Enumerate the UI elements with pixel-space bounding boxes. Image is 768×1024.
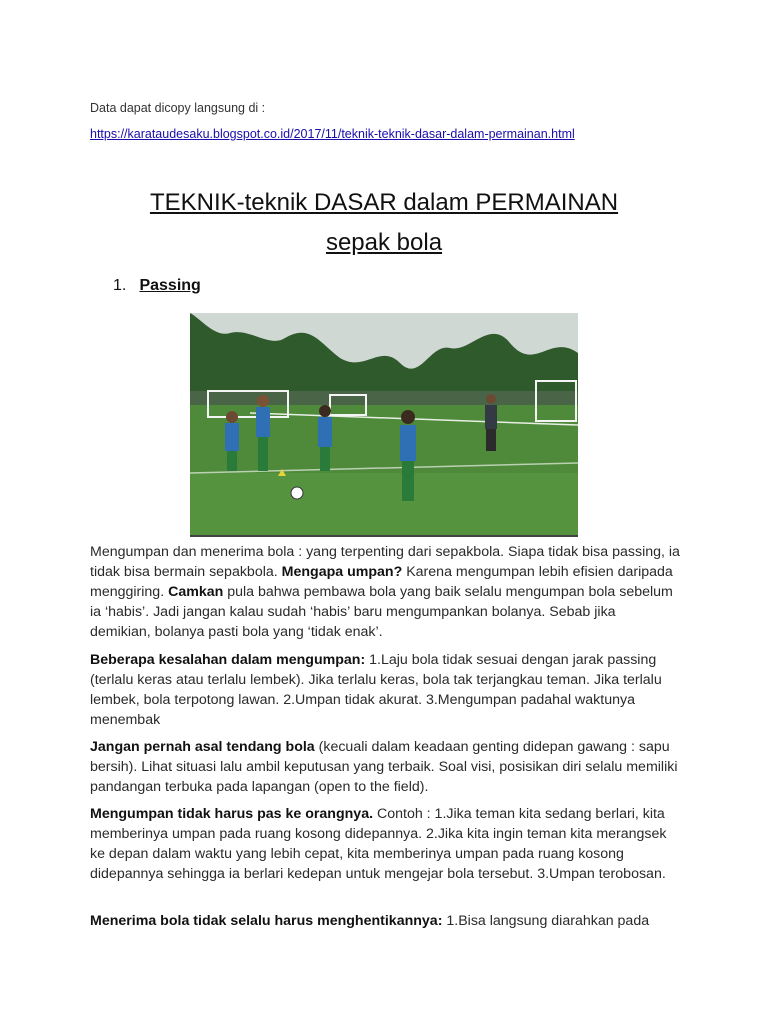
player-1	[225, 411, 239, 471]
para2-text: 1.Laju bola tidak sesuai dengan jarak passing (terlalu keras atau terlalu lembek). Jika terlalu keras, bola tak terjangkau teman. Jika terlalu lembek, bola terpotong lawan. 2.Umpan tidak akurat. 3.Mengumpan padahal waktunya menembak	[90, 652, 662, 728]
para1-bold-mengapa: Mengapa umpan?	[281, 564, 403, 580]
source-note: Data dapat dicopy langsung di :	[90, 101, 266, 115]
paragraph-never-kick	[90, 737, 680, 797]
page-title	[90, 183, 678, 263]
source-link[interactable]: https://karataudesaku.blogspot.co.id/2017/11/teknik-teknik-dasar-dalam-permainan.html	[90, 127, 575, 141]
paragraph-mistakes	[90, 650, 680, 730]
paragraph-intro	[90, 542, 680, 642]
title-line-2: sepak bola	[325, 229, 443, 256]
para4-bold: Mengumpan tidak harus pas ke orangnya.	[90, 806, 374, 822]
football-training-photo	[190, 313, 578, 537]
para1-bold-camkan: Camkan	[168, 584, 224, 600]
paragraph-receiving	[90, 911, 680, 931]
fence	[190, 391, 578, 407]
para4-text: Contoh : 1.Jika teman kita sedang berlari, kita memberinya umpan pada ruang kosong didepannya. 2.Jika kita ingin teman kita merangsek ke depan dalam waktu yang lebih cepat, kita memberinya umpan pada ruang kosong didepannya sehingga ia berlari kedepan untuk mengejar bola tersebut. 3.Umpan terobosan.	[90, 806, 667, 882]
para3-bold: Jangan pernah asal tendang bola	[90, 739, 315, 755]
para1-text-e: pula bahwa pembawa bola yang baik selalu mengumpan bola sebelum ia ‘habis’. Jadi jangan kalau sudah ‘habis’ baru mengumpankan bolanya. Sebab jika demikian, bolanya pasti bola yang ‘tidak enak’.	[90, 584, 673, 640]
section-heading-passing	[113, 277, 201, 295]
para5-bold: Menerima bola tidak selalu harus menghentikannya:	[90, 913, 443, 929]
para1-text-a: Mengumpan dan menerima bola : yang terpenting dari sepakbola. Siapa tidak bisa passing, ia tidak bisa bermain sepakbola.	[90, 544, 680, 580]
para1-text-c: Karena mengumpan lebih efisien daripada menggiring.	[90, 564, 673, 600]
grass-near	[190, 473, 578, 535]
para3-text: (kecuali dalam keadaan genting didepan gawang : sapu bersih). Lihat situasi lalu ambil keputusan yang terbaik. Soal visi, posisikan diri selalu memiliki pandangan terbuka pada lapangan (open to the field).	[90, 739, 678, 795]
para5-text: 1.Bisa langsung diarahkan pada	[442, 913, 650, 929]
section-label: Passing	[139, 277, 201, 294]
para2-bold: Beberapa kesalahan dalam mengumpan:	[90, 652, 366, 668]
paragraph-pass-space	[90, 804, 680, 884]
section-number: 1.	[113, 277, 127, 294]
ball	[291, 487, 303, 499]
title-line-1: TEKNIK-teknik DASAR dalam PERMAINAN	[149, 189, 619, 216]
